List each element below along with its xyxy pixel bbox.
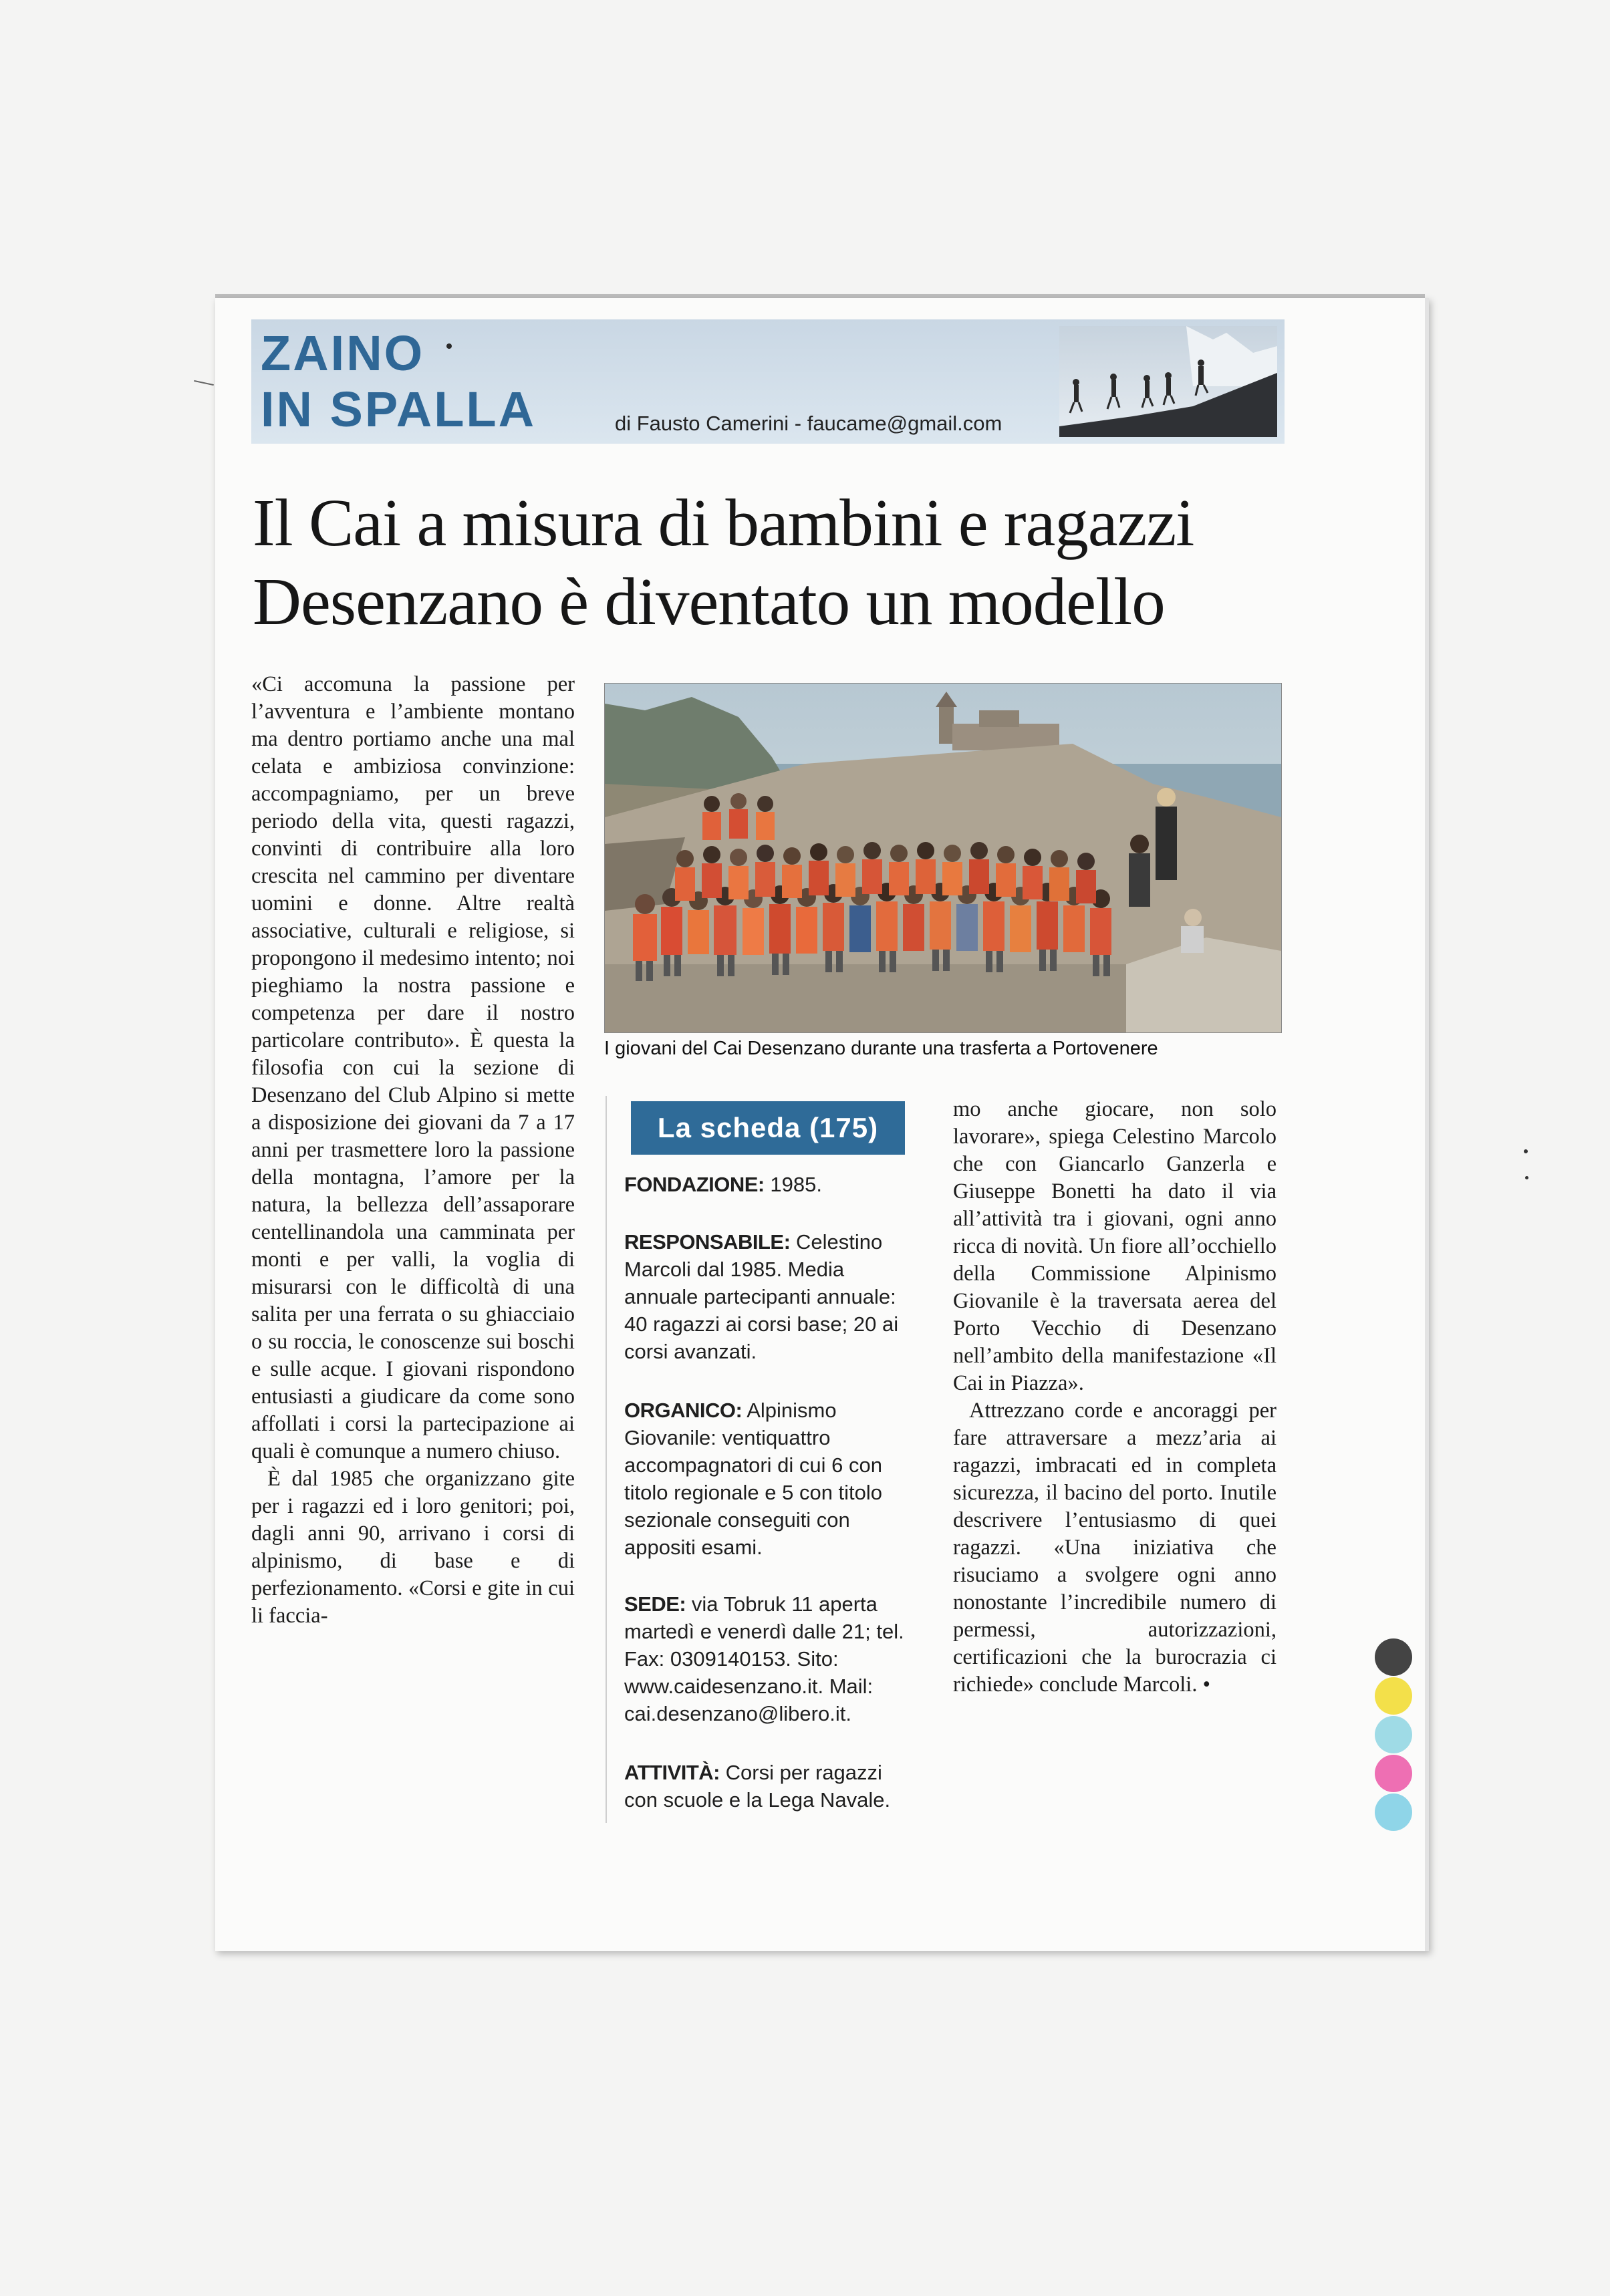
article-column-3 <box>953 1096 1277 1699</box>
fact-sede <box>624 1590 918 1727</box>
dot-mark <box>446 343 452 349</box>
byline: di Fausto Camerini - faucame@gmail.com <box>615 412 1002 435</box>
fact-responsabile <box>624 1228 918 1365</box>
fact-value: Alpinismo Giovanile: ventiquattro accompagnatori di cui 6 con titolo regionale e 5 con titolo sezionale conseguiti con appositi esami. <box>624 1399 883 1559</box>
headline-line2: Desenzano è diventato un modello <box>253 564 1165 639</box>
article-paragraph: È dal 1985 che organizzano gite per i ragazzi ed i loro genitori; poi, dagli anni 90, arrivano i corsi di alpinismo, di base e di perfezionamento. «Corsi e gite in cui li faccia- <box>251 1467 575 1628</box>
fact-label: FONDAZIONE: <box>624 1173 765 1196</box>
hikers-header-photo <box>1059 326 1277 437</box>
photo-caption: I giovani del Cai Desenzano durante una trasferta a Portovenere <box>604 1038 1158 1059</box>
fact-label: ORGANICO: <box>624 1399 743 1422</box>
fact-fondazione <box>624 1171 918 1198</box>
article-paragraph: Attrezzano corde e ancoraggi per fare attraversare a mezz’aria ai ragazzi, imbracati ed in completa sicurezza, il bacino del porto. Inutile descrivere l’entusiasmo di quei ragazzi. «Una iniziativa che risuciamo a svolgere ogni anno nonostante l’incredibile numero di permessi, autorizzazioni, certificazioni che la burocrazia ci richiede» conclude Marcoli. • <box>953 1399 1277 1697</box>
margin-speck <box>1524 1149 1528 1153</box>
registration-dot-black <box>1375 1638 1412 1676</box>
fact-value: via Tobruk 11 aperta martedì e venerdì dalle 21; tel. Fax: 0309140153. Sito: www.caidesenzano.it. Mail: cai.desenzano@libero.it. <box>624 1592 904 1725</box>
fact-attivita <box>624 1759 918 1814</box>
section-title-line2: IN SPALLA <box>261 382 537 437</box>
fact-value: Corsi per ragazzi con scuole e la Lega Navale. <box>624 1761 891 1812</box>
margin-scratch <box>194 380 214 386</box>
headline-line1: Il Cai a misura di bambini e ragazzi <box>253 485 1194 560</box>
article-paragraph: «Ci accomuna la passione per l’avventura e l’ambiente montano ma dentro portiamo anche una mal celata e ambiziosa convinzione: accompagniamo, per un breve periodo della vita, questi ragazzi, convinti di contribuire alla loro crescita nel cammino per diventare uomini e donne. Altre realtà associative, culturali e religiose, si propongono il medesimo intento; noi pieghiamo la nostra passione e competenza per dare il nostro particolare contributo». È questa la filosofia con cui la sezione di Desenzano del Club Alpino si mette a disposizione dei giovani da 7 a 17 anni per trasmettere loro la passione della montagna, l’amore per la natura, la bellezza dell’assaporare centellinandola una camminata per monti e per valli, la voglia di misurarsi con le difficoltà di una salita per una ferrata o su ghiacciaio o su roccia, le conoscenze sui boschi e sulle acque. I giovani rispondono entusiasti a giudicare da come sono affollati i corsi la partecipazione ai quali è comunque a numero chiuso. <box>251 672 575 1463</box>
fact-value: Celestino Marcoli dal 1985. Media annuale partecipanti annuale: 40 ragazzi ai corsi base; 20 ai corsi avanzati. <box>624 1230 899 1363</box>
fact-value: 1985. <box>764 1173 822 1196</box>
registration-dot-magenta <box>1375 1755 1412 1792</box>
fact-label: RESPONSABILE: <box>624 1230 791 1254</box>
margin-speck <box>1525 1176 1528 1179</box>
registration-dot-yellow <box>1375 1677 1412 1715</box>
fact-box-title: La scheda (175) <box>631 1101 905 1155</box>
fact-organico <box>624 1397 918 1561</box>
registration-dot-light-cyan <box>1375 1793 1412 1831</box>
fact-label: ATTIVITÀ: <box>624 1761 720 1784</box>
article-paragraph: mo anche giocare, non solo lavorare», spiega Celestino Marcolo che con Giancarlo Ganzerla e Giuseppe Bonetti ha dato il via all’attività tra i giovani, ogni anno ricca di novità. Un fiore all’occhiello della Commissione Alpinismo Giovanile è la traversata aerea del Porto Vecchio di Desenzano nell’ambito della manifestazione «Il Cai in Piazza». <box>953 1097 1277 1395</box>
group-photo-portovenere <box>604 683 1282 1033</box>
section-title-line1: ZAINO <box>261 325 425 381</box>
registration-dot-cyan <box>1375 1716 1412 1753</box>
fact-label: SEDE: <box>624 1592 686 1616</box>
article-column-1 <box>251 671 575 1630</box>
